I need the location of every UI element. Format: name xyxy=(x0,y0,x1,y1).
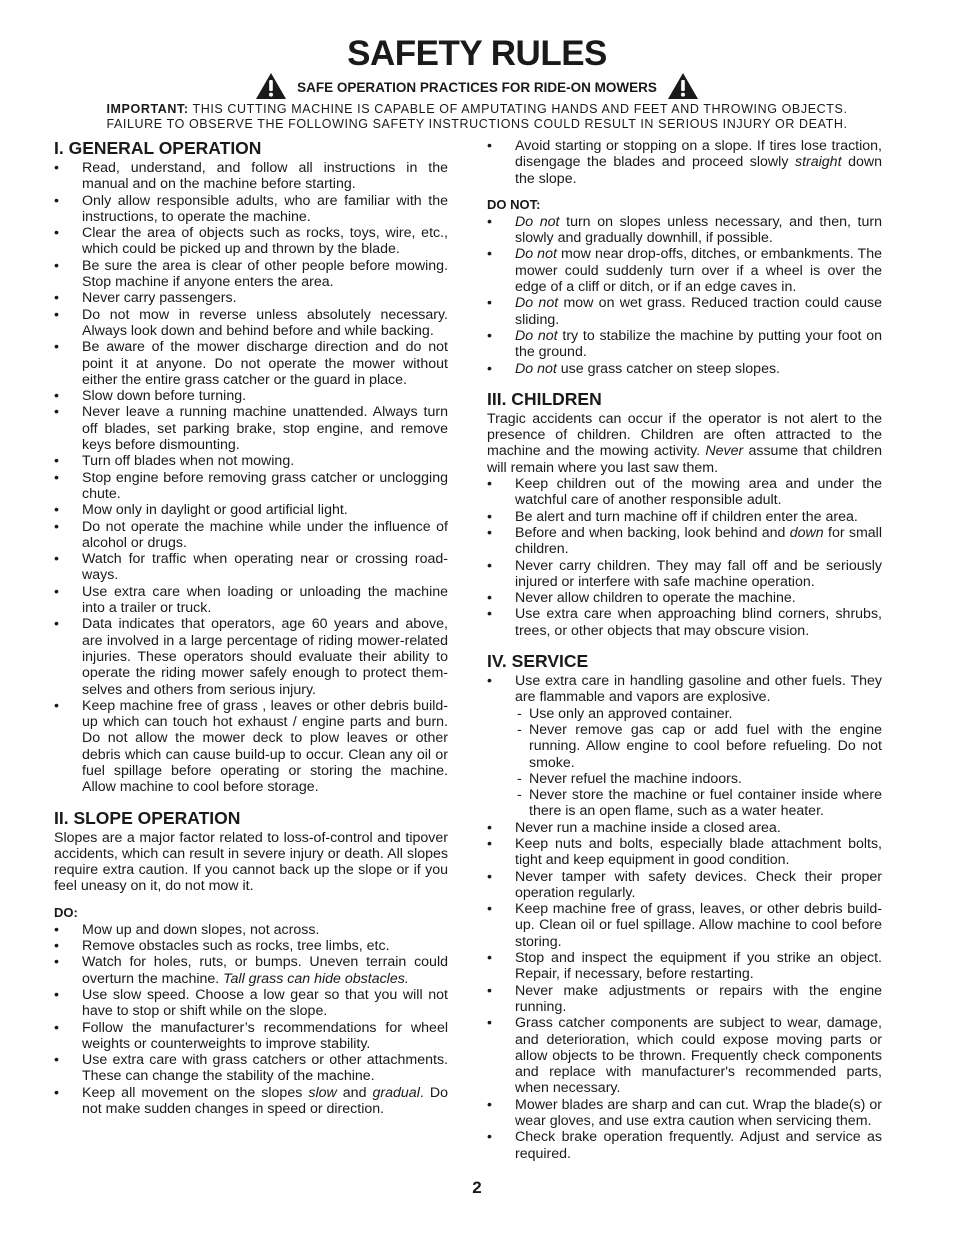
emphasis: Do not xyxy=(515,213,560,230)
list-item xyxy=(54,1085,448,1118)
emphasis: straight xyxy=(794,154,842,171)
list-item: • Keep nuts and bolts, especially blade attachment bolts, tight and keep equipment in good condition. xyxy=(487,836,882,869)
emphasis: Do not xyxy=(515,360,557,377)
list-item xyxy=(487,138,882,187)
do-not-label: DO NOT: xyxy=(487,196,541,212)
emphasis: Tall grass can hide obstacles. xyxy=(223,970,409,987)
slope-do-list xyxy=(54,922,448,1118)
list-item: • Be aware of the mower discharge direction and do not point it at anyone. Do not operate the mower without either the entire grass catcher or the guard in place. xyxy=(54,339,448,388)
list-item: • Use extra care when approaching blind corners, shrubs, trees, or other objects that may obscure vision. xyxy=(487,606,882,639)
list-item: • Stop engine before removing grass catcher or unclogging chute. xyxy=(54,470,448,503)
list-item xyxy=(487,214,882,247)
list-item: • Be alert and turn machine off if children enter the area. xyxy=(487,509,882,525)
general-operation-heading: I. GENERAL OPERATION xyxy=(54,138,262,158)
service-heading: IV. SERVICE xyxy=(487,651,589,672)
list-item: • Watch for traffic when operating near or crossing road-ways. xyxy=(54,551,448,584)
list-item: • Stop and inspect the equipment if you strike an object. Repair, if necessary, before restarting. xyxy=(487,950,882,983)
service-list xyxy=(487,673,882,706)
sub-list-item: - Use only an approved container. xyxy=(515,706,882,722)
list-item: • Grass catcher components are subject to wear, damage, and deterioration, which could expose moving parts or allow objects to be thrown. Frequently check components and replace with manufacturer's recommended parts, when necessary. xyxy=(487,1015,882,1096)
subtitle-text: SAFE OPERATION PRACTICES FOR RIDE-ON MOWERS xyxy=(297,80,657,95)
text-run: . Do not make sudden changes in speed or direction. xyxy=(82,1084,448,1118)
list-item: • Mow up and down slopes, not across. xyxy=(54,922,448,938)
list-item: • Never run a machine inside a closed area. xyxy=(487,820,882,836)
text-run: assume that children will remain where you last saw them. xyxy=(487,443,882,476)
list-item xyxy=(487,525,882,558)
list-item: • Never make adjustments or repairs with the engine running. xyxy=(487,983,882,1016)
text-run: Watch for holes, ruts, or bumps. Uneven terrain could overturn the machine. xyxy=(82,954,448,987)
list-item: • Read, understand, and follow all instructions in the manual and on the machine before starting. xyxy=(54,160,448,193)
list-item: • Never tamper with safety devices. Check their proper operation regularly. xyxy=(487,869,882,902)
list-item: • Do not operate the machine while under the influence of alcohol or drugs. xyxy=(54,519,448,552)
list-item: • Data indicates that operators, age 60 years and above, are involved in a large percentage of riding mower-related injuries. These operators should evaluate their ability to operate the riding mower safely enough to protect them-selves and others from serious injury. xyxy=(54,616,448,697)
text-run: for small children. xyxy=(515,524,882,558)
do-label: DO: xyxy=(54,904,78,920)
text-run: mow on wet grass. Reduced traction could cause sliding. xyxy=(515,295,882,328)
list-item: • Only allow responsible adults, who are familiar with the instructions, to operate the machine. xyxy=(54,193,448,226)
list-item: • Follow the manufacturer’s recommendations for wheel weights or counterweights to improve stability. xyxy=(54,1020,448,1053)
list-item: • Keep machine free of grass , leaves or other debris build-up which can touch hot exhaust / engine parts and burn. Do not allow the mower deck to plow leaves or other debris which can cause build-up to occur. Clean any oil or fuel spillage before operating or storing the machine. Allow machine to cool before storage. xyxy=(54,698,448,796)
text-run: down the slope. xyxy=(515,154,882,187)
important-label: IMPORTANT: xyxy=(106,102,189,116)
warning-triangle-icon xyxy=(667,72,699,100)
children-intro xyxy=(487,411,882,476)
list-item: • Clear the area of objects such as rocks, toys, wire, etc., which could be picked up and thrown by the blade. xyxy=(54,225,448,258)
list-item: • Use extra care in handling gasoline and other fuels. They are flammable and vapors are explosive. xyxy=(487,673,882,706)
list-item: • Keep children out of the mowing area and under the watchful care of another responsible adult. xyxy=(487,476,882,509)
emphasis: Do not xyxy=(515,327,558,344)
page-title: SAFETY RULES xyxy=(347,34,607,73)
emphasis: Do not xyxy=(515,295,559,312)
left-column xyxy=(54,138,448,1117)
list-item: • Mow only in daylight or good artificial light. xyxy=(54,502,448,518)
list-item xyxy=(487,361,882,377)
text-run: try to stabilize the machine by putting your foot on the ground. xyxy=(515,327,882,361)
list-item xyxy=(487,295,882,328)
emphasis: slow xyxy=(308,1084,337,1101)
text-run: Keep all movement on the slopes xyxy=(82,1084,309,1101)
text-run: and xyxy=(336,1084,373,1101)
children-list xyxy=(487,476,882,639)
list-item: • Never carry passengers. xyxy=(54,290,448,306)
list-item: • Use extra care with grass catchers or other attachments. These can change the stability of the machine. xyxy=(54,1052,448,1085)
slope-do-list-continued xyxy=(487,138,882,187)
list-item: • Do not mow in reverse unless absolutely necessary. Always look down and behind before and while backing. xyxy=(54,307,448,340)
important-warning xyxy=(40,102,914,132)
list-item xyxy=(487,328,882,361)
sub-list-item: - Never remove gas cap or add fuel with the engine running. Allow engine to cool before refueling. Do not smoke. xyxy=(515,722,882,771)
emphasis: Never xyxy=(705,443,744,460)
emphasis: down xyxy=(789,524,824,541)
text-run: use grass catcher on steep slopes. xyxy=(556,360,780,377)
list-item: • Never carry children. They may fall off and be seriously injured or interfere with safe machine operation. xyxy=(487,558,882,591)
slope-operation-heading: II. SLOPE OPERATION xyxy=(54,807,241,828)
list-item: • Turn off blades when not mowing. xyxy=(54,453,448,469)
list-item: • Keep machine free of grass, leaves, or other debris build-up. Clean oil or fuel spillage. Allow machine to cool before storing. xyxy=(487,901,882,950)
list-item: • Check brake operation frequently. Adjust and service as required. xyxy=(487,1129,882,1162)
list-item: • Never allow children to operate the machine. xyxy=(487,590,882,606)
list-item: • Be sure the area is clear of other people before mowing. Stop machine if anyone enters the area. xyxy=(54,258,448,291)
list-item: • Slow down before turning. xyxy=(54,388,448,404)
important-text-1: THIS CUTTING MACHINE IS CAPABLE OF AMPUTATING HANDS AND FEET AND THROWING OBJECTS. xyxy=(188,102,848,116)
page-number: 2 xyxy=(472,1178,482,1197)
text-run: Tragic accidents can occur if the operator is not alert to the presence of children. Children are often attracted to the machine and the mowing activity. xyxy=(487,410,882,460)
slope-do-not-list xyxy=(487,214,882,377)
sub-list-item: - Never store the machine or fuel container inside where there is an open flame, such as a water heater. xyxy=(515,787,882,820)
emphasis: gradual xyxy=(372,1084,420,1101)
right-column xyxy=(487,138,882,1162)
list-item: • Mower blades are sharp and can cut. Wrap the blade(s) or wear gloves, and use extra caution when servicing them. xyxy=(487,1097,882,1130)
list-item xyxy=(54,954,448,987)
emphasis: Do not xyxy=(515,246,557,263)
list-item: • Never leave a running machine unattended. Always turn off blades, set parking brake, stop engine, and remove keys before dismounting. xyxy=(54,404,448,453)
warning-triangle-icon xyxy=(255,72,287,100)
list-item xyxy=(487,246,882,295)
sub-list-item: - Never refuel the machine indoors. xyxy=(515,771,882,787)
fuel-handling-sublist xyxy=(515,706,882,820)
text-run: turn on slopes unless necessary, and then, turn slowly and gradually downhill, if possible. xyxy=(515,213,882,247)
text-run: Avoid starting or stopping on a slope. If tires lose traction, disengage the blades and proceed slowly xyxy=(515,138,882,171)
list-item: • Use slow speed. Choose a low gear so that you will not have to stop or shift while on the slope. xyxy=(54,987,448,1020)
list-item: • Remove obstacles such as rocks, tree limbs, etc. xyxy=(54,938,448,954)
slope-intro: Slopes are a major factor related to loss-of-control and tipover accidents, which can result in severe injury or death. All slopes require extra caution. If you cannot back up the slope or if you feel uneasy on it, do not mow it. xyxy=(54,829,448,895)
important-text-2: FAILURE TO OBSERVE THE FOLLOWING SAFETY INSTRUCTIONS COULD RESULT IN SERIOUS INJURY OR DEATH. xyxy=(106,117,848,131)
section-subtitle xyxy=(0,70,954,102)
list-item: • Use extra care when loading or unloading the machine into a trailer or truck. xyxy=(54,584,448,617)
text-run: Before and when backing, look behind and xyxy=(515,524,790,541)
general-operation-list xyxy=(54,160,448,796)
children-heading: III. CHILDREN xyxy=(487,388,602,409)
text-run: mow near drop-offs, ditches, or embankments. The mower could suddenly turn over if a wheel is over the edge of a cliff or ditch, or if an edge caves in. xyxy=(515,246,882,296)
service-list-continued xyxy=(487,820,882,1162)
